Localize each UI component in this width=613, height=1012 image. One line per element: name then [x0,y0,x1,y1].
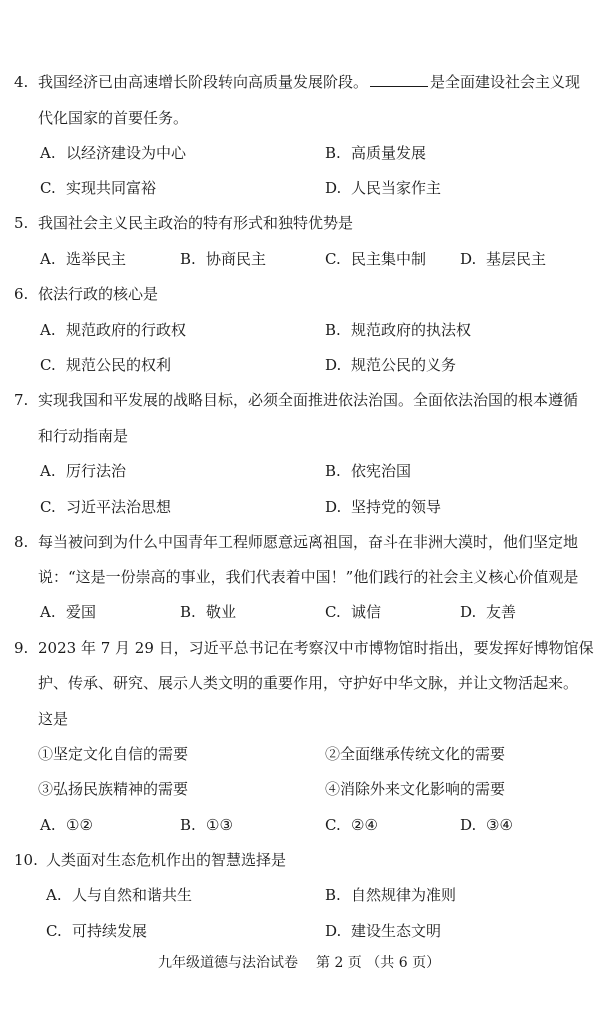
option-letter: B. [325,462,341,480]
question-number: 8. [14,533,29,551]
option-letter: B. [180,603,196,621]
option-text: 以经济建设为中心 [66,144,187,162]
option-letter: B. [180,250,196,268]
option-letter: B. [325,321,341,339]
page-number: 第 2 页 （共 6 页） [316,955,441,971]
option-letter: A. [40,603,56,621]
option-text: 规范公民的义务 [351,356,457,374]
option-c[interactable] [40,178,156,198]
option-letter: C. [325,603,341,621]
question-stem-line: 我国社会主义民主政治的特有形式和独特优势是 [38,214,354,232]
option-letter: D. [325,356,342,374]
question-number: 7. [14,391,29,409]
option-letter: C. [325,816,341,834]
option-b[interactable] [180,249,266,269]
option-c[interactable] [40,497,171,517]
question-stem-line: 和行动指南是 [38,427,129,445]
option-b[interactable] [180,815,233,835]
option-d[interactable] [460,602,516,622]
option-d[interactable] [325,497,441,517]
question-stem-line: 代化国家的首要任务。 [38,109,189,127]
statement-1: ①坚定文化自信的需要 [38,745,189,763]
option-letter: D. [460,603,477,621]
option-text: 诚信 [351,603,382,621]
option-text: ①② [66,816,93,834]
question-stem-line: 2023 年 7 月 29 日，习近平总书记在考察汉中市博物馆时指出，要发挥好博物馆保 [38,639,594,657]
option-letter: A. [40,816,56,834]
option-text: ①③ [206,816,233,834]
question-stem-line [38,72,580,92]
option-letter: D. [325,922,342,940]
option-letter: A. [40,250,56,268]
option-letter: A. [40,144,56,162]
option-letter: C. [40,356,56,374]
option-text: 高质量发展 [351,144,427,162]
option-d[interactable] [325,178,441,198]
option-text: 民主集中制 [351,250,427,268]
option-text: 人与自然和谐共生 [72,886,193,904]
option-text: ③④ [486,816,513,834]
option-text: 坚持党的领导 [351,498,442,516]
option-text: 规范公民的权利 [66,356,172,374]
page-footer [158,953,458,973]
option-text: 建设生态文明 [351,922,442,940]
option-text: 爱国 [66,603,97,621]
option-letter: D. [460,250,477,268]
option-letter: C. [40,179,56,197]
option-text: 敬业 [206,603,237,621]
option-text: 协商民主 [206,250,267,268]
option-b[interactable] [325,143,426,163]
question-stem-line: 实现我国和平发展的战略目标，必须全面推进依法治国。全面依法治国的根本遵循 [38,391,579,409]
option-letter: C. [40,498,56,516]
question-number: 5. [14,214,29,232]
option-letter: A. [40,462,56,480]
option-b[interactable] [180,602,236,622]
option-letter: B. [325,886,341,904]
question-stem-line: 每当被问到为什么中国青年工程师愿意远离祖国，奋斗在非洲大漠时，他们坚定地 [38,533,579,551]
option-text: 厉行法治 [66,462,127,480]
option-letter: A. [46,886,62,904]
option-letter: D. [325,498,342,516]
option-a[interactable] [40,602,96,622]
option-text: 人民当家作主 [351,179,442,197]
option-b[interactable] [325,320,471,340]
option-a[interactable] [40,143,186,163]
question-stem-line: 护、传承、研究、展示人类文明的重要作用，守护好中华文脉，并让文物活起来。 [38,674,579,692]
exam-title: 九年级道德与法治试卷 [158,955,298,971]
option-text: 基层民主 [486,250,547,268]
statement-3: ③弘扬民族精神的需要 [38,780,189,798]
question-number: 4. [14,73,29,91]
option-b[interactable] [325,461,411,481]
question-number: 10. [14,851,38,869]
option-a[interactable] [40,320,186,340]
option-text: 可持续发展 [72,922,148,940]
option-letter: D. [460,816,477,834]
option-letter: C. [46,922,62,940]
option-c[interactable] [325,249,426,269]
stem-text: 我国经济已由高速增长阶段转向高质量发展阶段。 [38,73,369,91]
question-stem-line: 依法行政的核心是 [38,285,159,303]
question-number: 9. [14,639,29,657]
option-a[interactable] [40,461,126,481]
option-text: 习近平法治思想 [66,498,172,516]
option-d[interactable] [325,355,456,375]
option-letter: A. [40,321,56,339]
statement-2: ②全面继承传统文化的需要 [325,745,506,763]
option-text: 规范政府的行政权 [66,321,187,339]
option-text: 友善 [486,603,517,621]
option-a[interactable] [46,885,192,905]
option-d[interactable] [325,921,441,941]
option-d[interactable] [460,249,546,269]
option-d[interactable] [460,815,513,835]
option-letter: C. [325,250,341,268]
option-text: 规范政府的执法权 [351,321,472,339]
option-a[interactable] [40,815,93,835]
statement-4: ④消除外来文化影响的需要 [325,780,506,798]
answer-blank [370,72,428,87]
question-stem-line: 这是 [38,710,69,728]
option-text: 实现共同富裕 [66,179,157,197]
option-c[interactable] [325,815,378,835]
option-letter: B. [325,144,341,162]
option-text: 选举民主 [66,250,127,268]
option-text: ②④ [351,816,378,834]
option-text: 自然规律为准则 [351,886,457,904]
option-c[interactable] [46,921,147,941]
option-c[interactable] [40,355,171,375]
question-stem-line: 人类面对生态危机作出的智慧选择是 [46,851,287,869]
option-letter: B. [180,816,196,834]
option-a[interactable] [40,249,126,269]
option-b[interactable] [325,885,456,905]
question-stem-line: 说：“这是一份崇高的事业，我们代表着中国！”他们践行的社会主义核心价值观是 [38,568,579,586]
option-text: 依宪治国 [351,462,412,480]
stem-text: 是全面建设社会主义现 [430,73,581,91]
option-letter: D. [325,179,342,197]
option-c[interactable] [325,602,381,622]
question-number: 6. [14,285,29,303]
